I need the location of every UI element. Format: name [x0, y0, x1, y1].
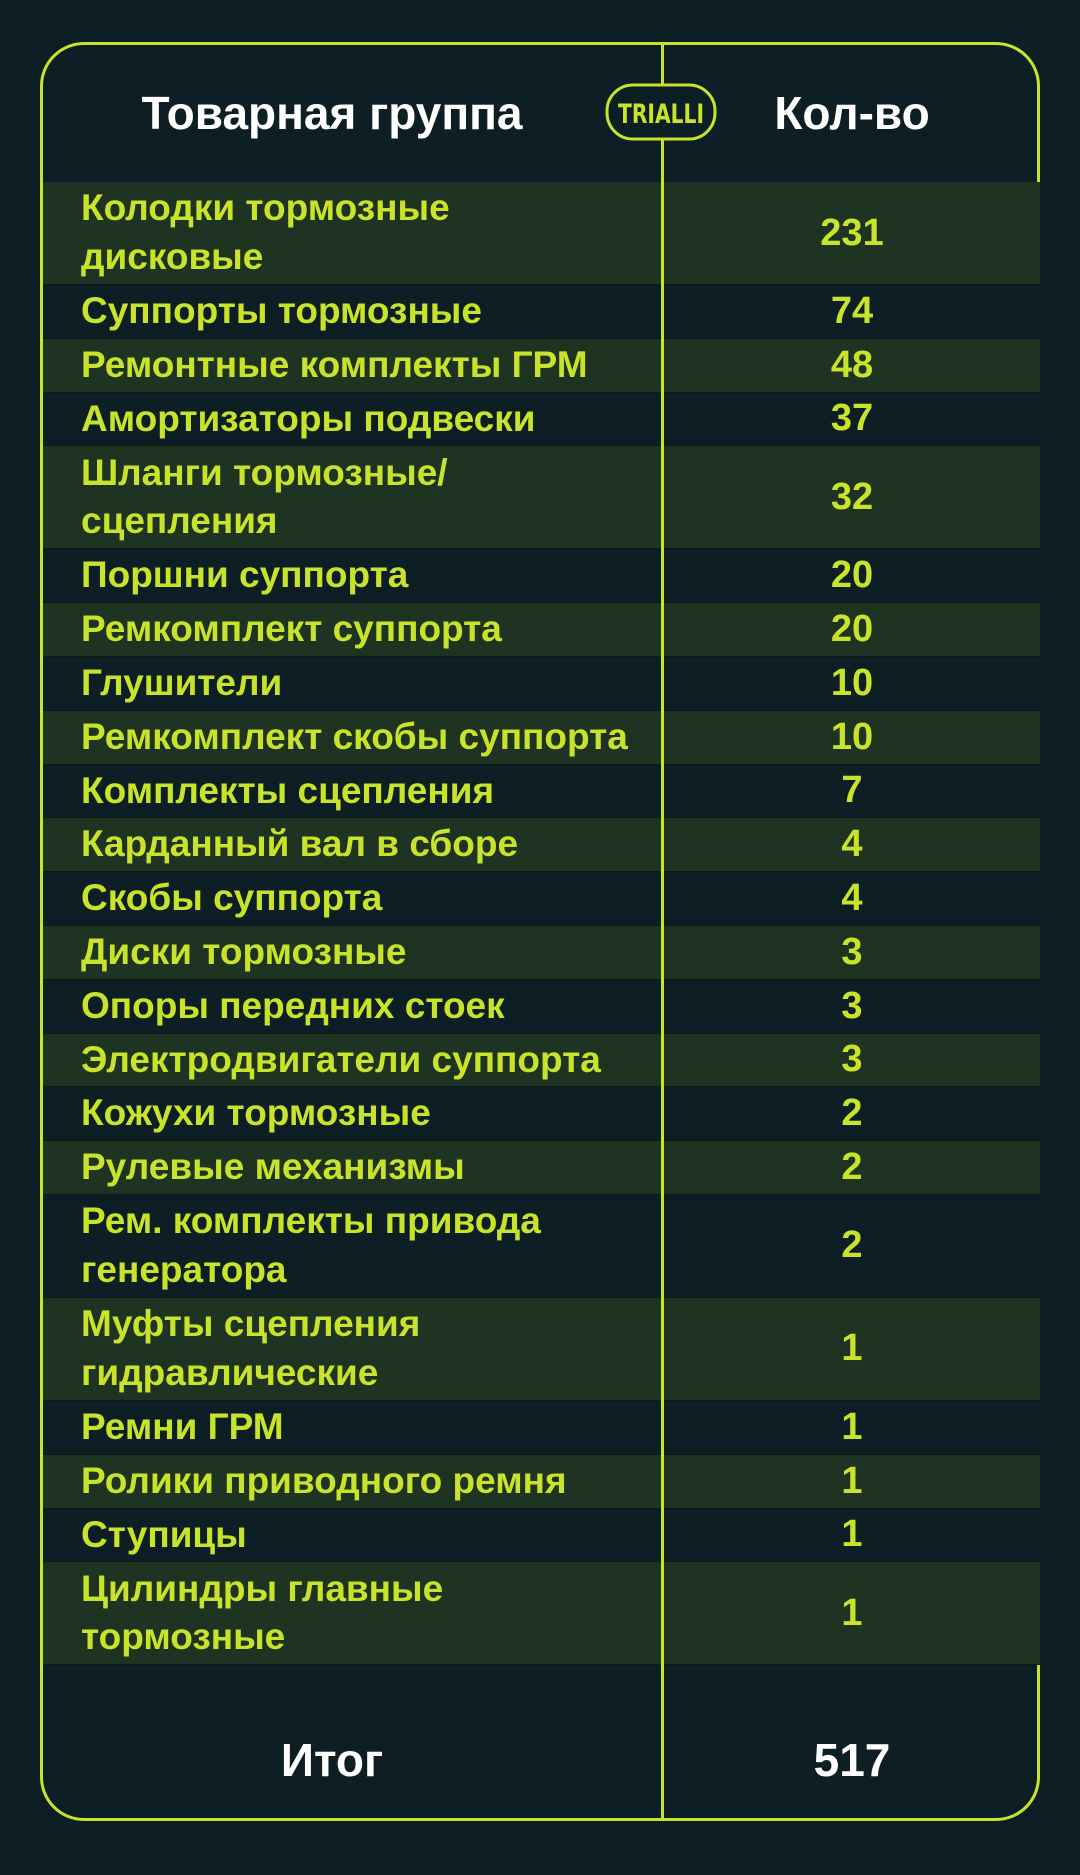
product-group-name: Ремкомплект скобы суппорта: [81, 715, 628, 757]
table-row: [43, 926, 1040, 980]
table-row: [43, 711, 1040, 765]
product-group-qty: 2: [841, 1224, 863, 1267]
table-row: [43, 657, 1040, 711]
table-row: [43, 1034, 1040, 1088]
product-group-qty: 231: [820, 211, 884, 254]
product-group-qty: 48: [830, 343, 874, 386]
table-row: [43, 1087, 1040, 1141]
column-divider: [661, 45, 664, 1818]
product-group-name: Ремни ГРМ: [81, 1405, 284, 1447]
table-row: [43, 393, 1040, 447]
product-group-name: Цилиндры главные тормозные: [81, 1567, 444, 1658]
table-row: [43, 182, 1040, 285]
product-group-qty: 32: [830, 475, 874, 518]
product-group-name: Шланги тормозные/ сцепления: [81, 451, 448, 542]
product-group-name: Колодки тормозные дисковые: [81, 187, 450, 277]
product-group-name: Суппорты тормозные: [81, 289, 482, 331]
table-row: [43, 603, 1040, 657]
product-group-qty: 3: [841, 1038, 863, 1081]
product-group-name: Скобы суппорта: [81, 877, 383, 919]
product-group-qty: 2: [841, 1092, 863, 1135]
product-group-name: Кожухи тормозные: [81, 1092, 431, 1134]
product-group-qty: 1: [841, 1405, 863, 1448]
product-group-name: Рем. комплекты привода генератора: [81, 1200, 541, 1290]
header-qty-label: Кол-во: [774, 87, 930, 139]
table-row: [43, 872, 1040, 926]
product-group-qty: 20: [830, 554, 874, 597]
product-group-qty: 74: [830, 289, 874, 332]
table-row: [43, 549, 1040, 603]
product-group-name: Ремонтные комплекты ГРМ: [81, 343, 588, 385]
logo-text: TRIALLI: [618, 99, 704, 130]
table-row: [43, 1401, 1040, 1455]
table-row: [43, 765, 1040, 819]
product-group-qty: 1: [841, 1327, 863, 1370]
trialli-logo: [605, 83, 717, 141]
product-group-name: Ролики приводного ремня: [81, 1459, 567, 1501]
product-group-name: Ступицы: [81, 1513, 247, 1555]
product-group-name: Диски тормозные: [81, 930, 407, 972]
product-group-qty: 10: [830, 661, 874, 704]
table-row: [43, 1195, 1040, 1298]
table-row: [43, 446, 1040, 549]
product-group-qty: 3: [841, 984, 863, 1027]
table-row: [43, 1141, 1040, 1195]
table-header: [43, 45, 1037, 181]
table-row: [43, 818, 1040, 872]
product-group-name: Амортизаторы подвески: [81, 397, 536, 439]
table-frame: [40, 42, 1040, 1821]
product-group-qty: 10: [830, 715, 874, 758]
product-group-name: Комплекты сцепления: [81, 769, 495, 811]
product-group-qty: 1: [841, 1459, 863, 1502]
product-group-name: Рулевые механизмы: [81, 1146, 465, 1188]
table-body: [43, 182, 1040, 1665]
table-row: [43, 1562, 1040, 1665]
product-group-name: Опоры передних стоек: [81, 984, 505, 1026]
total-value: 517: [813, 1734, 891, 1786]
product-group-name: Электродвигатели суппорта: [81, 1038, 601, 1080]
table-row: [43, 285, 1040, 339]
table-row: [43, 980, 1040, 1034]
product-group-name: Поршни суппорта: [81, 554, 409, 596]
product-group-qty: 4: [841, 823, 863, 866]
product-group-qty: 4: [841, 877, 863, 920]
total-row: [43, 1710, 1037, 1810]
product-group-qty: 1: [841, 1513, 863, 1556]
product-group-qty: 1: [841, 1591, 863, 1634]
product-group-qty: 37: [830, 397, 874, 440]
table-row: [43, 1455, 1040, 1509]
product-group-name: Ремкомплект суппорта: [81, 608, 502, 650]
table-row: [43, 339, 1040, 393]
total-label: Итог: [280, 1734, 384, 1786]
product-group-qty: 2: [841, 1146, 863, 1189]
product-group-name: Карданный вал в сборе: [81, 823, 519, 865]
product-group-qty: 7: [841, 769, 863, 812]
product-group-name: Глушители: [81, 661, 283, 703]
table-row: [43, 1298, 1040, 1401]
product-group-qty: 3: [841, 930, 863, 973]
product-group-name: Муфты сцепления гидравлические: [81, 1303, 421, 1393]
header-group-label: Товарная группа: [141, 87, 523, 139]
table-row: [43, 1509, 1040, 1563]
product-group-qty: 20: [830, 608, 874, 651]
